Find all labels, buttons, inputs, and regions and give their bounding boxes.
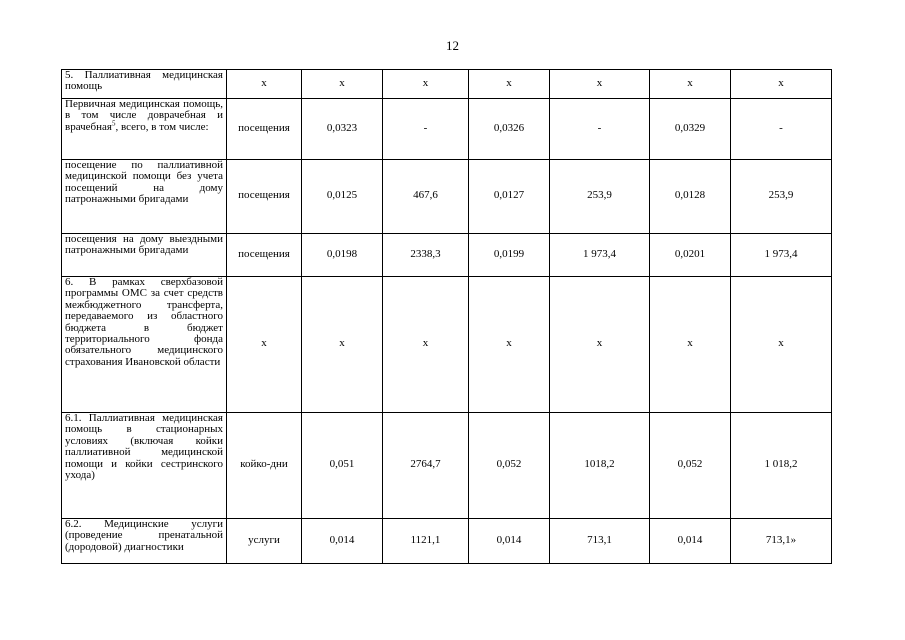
value-cell: 467,6 (383, 160, 469, 234)
value-cell: х (469, 70, 550, 99)
row-label: посещение по паллиативной медицинской помощи без учета посещений на дому патронажными бригадами (62, 160, 227, 234)
unit-cell: х (227, 70, 302, 99)
value-cell: 0,0125 (302, 160, 383, 234)
value-cell: 0,052 (469, 413, 550, 519)
value-cell: 253,9 (731, 160, 832, 234)
value-cell: 0,0201 (650, 234, 731, 277)
footnote-mark: 5 (111, 119, 116, 128)
value-cell: х (469, 277, 550, 413)
value-cell: 1 973,4 (550, 234, 650, 277)
value-cell: 253,9 (550, 160, 650, 234)
row-label: 5. Паллиативная медицинская помощь (62, 70, 227, 99)
value-cell: х (550, 277, 650, 413)
value-cell: 2764,7 (383, 413, 469, 519)
unit-cell: услуги (227, 519, 302, 564)
row-label: 6.1. Паллиативная медицинская помощь в стационарных условиях (включая койки паллиативной медицинской помощи и койки сестринского ухода) (62, 413, 227, 519)
value-cell: 1018,2 (550, 413, 650, 519)
table-row (62, 160, 832, 234)
table-row (62, 277, 832, 413)
value-cell: - (731, 99, 832, 160)
row-label: 6. В рамках сверхбазовой программы ОМС за счет средств межбюджетного трансферта, передаваемого из областного бюджета в бюджет территориального фонда обязательного медицинского страхования Ивановской области (62, 277, 227, 413)
value-cell: х (650, 70, 731, 99)
unit-cell: койко-дни (227, 413, 302, 519)
value-cell: х (302, 70, 383, 99)
value-cell: 1 973,4 (731, 234, 832, 277)
value-cell: 0,0128 (650, 160, 731, 234)
table-row (62, 413, 832, 519)
value-cell: 713,1» (731, 519, 832, 564)
value-cell: 713,1 (550, 519, 650, 564)
value-cell: - (383, 99, 469, 160)
unit-cell: посещения (227, 234, 302, 277)
table-row (62, 519, 832, 564)
value-cell: 0,014 (302, 519, 383, 564)
value-cell: х (731, 277, 832, 413)
value-cell: 0,0323 (302, 99, 383, 160)
value-cell: х (383, 277, 469, 413)
value-cell: 0,014 (469, 519, 550, 564)
value-cell: 0,051 (302, 413, 383, 519)
unit-cell: посещения (227, 99, 302, 160)
value-cell: х (302, 277, 383, 413)
row-label (62, 519, 227, 564)
value-cell: 0,052 (650, 413, 731, 519)
value-cell: 1121,1 (383, 519, 469, 564)
row-label: посещения на дому выездными патронажными бригадами (62, 234, 227, 277)
unit-cell: посещения (227, 160, 302, 234)
value-cell: 0,014 (650, 519, 731, 564)
table-row (62, 234, 832, 277)
value-cell: 0,0326 (469, 99, 550, 160)
value-cell: - (550, 99, 650, 160)
value-cell: 0,0127 (469, 160, 550, 234)
row-label-tail: , всего, в том числе: (115, 120, 209, 133)
value-cell: 2338,3 (383, 234, 469, 277)
unit-cell: х (227, 277, 302, 413)
value-cell: х (383, 70, 469, 99)
value-cell: 1 018,2 (731, 413, 832, 519)
value-cell: х (650, 277, 731, 413)
table-row (62, 99, 832, 160)
value-cell: х (550, 70, 650, 99)
table-row (62, 70, 832, 99)
value-cell: 0,0198 (302, 234, 383, 277)
row-label-text: 6.2. Медицинские услуги (проведение пренатальной (дородовой) диагностики (65, 519, 223, 553)
row-label-text: Первичная медицинская помощь, в том числе доврачебная и врачебная (65, 98, 223, 133)
row-label (62, 99, 227, 160)
page-number: 12 (446, 38, 459, 53)
data-table (61, 69, 832, 564)
value-cell: 0,0199 (469, 234, 550, 277)
value-cell: 0,0329 (650, 99, 731, 160)
value-cell: х (731, 70, 832, 99)
